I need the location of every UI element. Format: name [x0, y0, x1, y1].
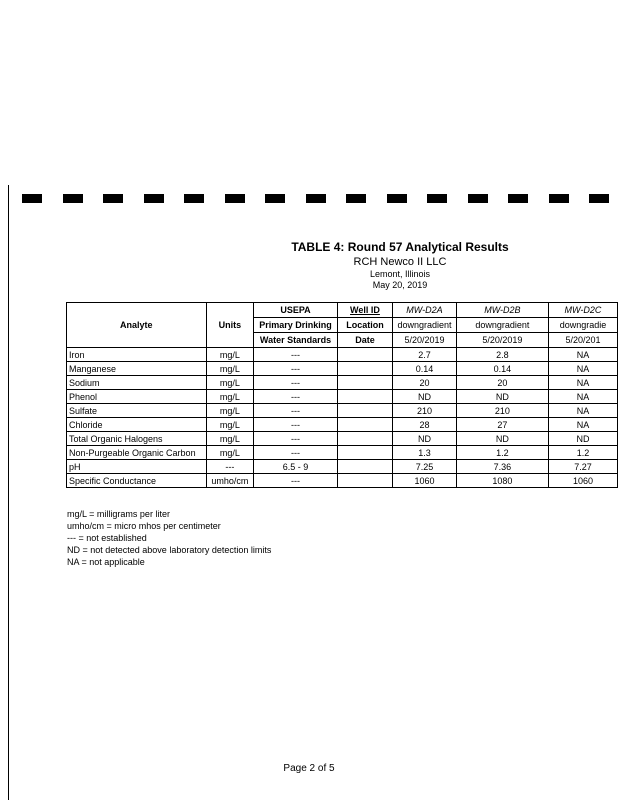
units-cell: umho/cm: [206, 474, 254, 488]
separator-dash: [22, 194, 42, 203]
well-date: 5/20/2019: [393, 333, 457, 348]
separator-dash: [225, 194, 245, 203]
analyte-cell: Phenol: [67, 390, 207, 404]
units-cell: mg/L: [206, 446, 254, 460]
well-id: MW-D2C: [548, 303, 617, 318]
value-cell: 210: [456, 404, 548, 418]
notes-legend: [67, 508, 271, 568]
standard-cell: ---: [254, 474, 338, 488]
standard-cell: ---: [254, 376, 338, 390]
table-title: TABLE 4: Round 57 Analytical Results: [291, 240, 509, 254]
separator-dash: [387, 194, 407, 203]
table-row: [67, 376, 618, 390]
analyte-cell: Specific Conductance: [67, 474, 207, 488]
value-cell: ND: [548, 432, 617, 446]
spacer-cell: [337, 348, 392, 362]
value-cell: 27: [456, 418, 548, 432]
header-analyte: Analyte: [67, 303, 207, 348]
header-well-id-label: Well ID: [337, 303, 392, 318]
value-cell: 1.3: [393, 446, 457, 460]
value-cell: ND: [393, 390, 457, 404]
separator-dash: [346, 194, 366, 203]
value-cell: NA: [548, 418, 617, 432]
table-row: [67, 348, 618, 362]
header-row-well-id: [67, 303, 618, 318]
value-cell: 0.14: [393, 362, 457, 376]
separator-dash: [427, 194, 447, 203]
analyte-cell: Sodium: [67, 376, 207, 390]
analyte-cell: Iron: [67, 348, 207, 362]
value-cell: 7.25: [393, 460, 457, 474]
standard-cell: 6.5 - 9: [254, 460, 338, 474]
table-row: [67, 404, 618, 418]
note-line: mg/L = milligrams per liter: [67, 509, 170, 519]
value-cell: NA: [548, 348, 617, 362]
value-cell: NA: [548, 362, 617, 376]
standard-cell: ---: [254, 432, 338, 446]
standard-cell: ---: [254, 404, 338, 418]
separator-dash: [63, 194, 83, 203]
results-table: [66, 302, 618, 488]
note-line: ND = not detected above laboratory detection limits: [67, 545, 272, 555]
value-cell: 20: [393, 376, 457, 390]
analyte-cell: Sulfate: [67, 404, 207, 418]
spacer-cell: [337, 474, 392, 488]
units-cell: mg/L: [206, 390, 254, 404]
value-cell: 1080: [456, 474, 548, 488]
units-cell: mg/L: [206, 362, 254, 376]
spacer-cell: [337, 432, 392, 446]
analyte-cell: pH: [67, 460, 207, 474]
separator-dash: [144, 194, 164, 203]
separator-dash: [468, 194, 488, 203]
spacer-cell: [337, 446, 392, 460]
dashed-separator: [22, 194, 618, 204]
analyte-cell: Chloride: [67, 418, 207, 432]
value-cell: 7.36: [456, 460, 548, 474]
standard-cell: ---: [254, 446, 338, 460]
header-date-label: Date: [337, 333, 392, 348]
table-row: [67, 418, 618, 432]
units-cell: mg/L: [206, 432, 254, 446]
value-cell: NA: [548, 404, 617, 418]
standard-cell: ---: [254, 362, 338, 376]
analyte-cell: Non-Purgeable Organic Carbon: [67, 446, 207, 460]
spacer-cell: [337, 376, 392, 390]
separator-dash: [265, 194, 285, 203]
header-units: Units: [206, 303, 254, 348]
table-row: [67, 362, 618, 376]
standard-cell: ---: [254, 418, 338, 432]
value-cell: 7.27: [548, 460, 617, 474]
analyte-cell: Total Organic Halogens: [67, 432, 207, 446]
spacer-cell: [337, 418, 392, 432]
value-cell: 20: [456, 376, 548, 390]
header-usepa-3: Water Standards: [254, 333, 338, 348]
header-location-label: Location: [337, 318, 392, 333]
units-cell: ---: [206, 460, 254, 474]
well-location: downgradient: [393, 318, 457, 333]
value-cell: 1.2: [548, 446, 617, 460]
units-cell: mg/L: [206, 376, 254, 390]
value-cell: ND: [456, 432, 548, 446]
units-cell: mg/L: [206, 418, 254, 432]
units-cell: mg/L: [206, 404, 254, 418]
value-cell: NA: [548, 390, 617, 404]
header-usepa-2: Primary Drinking: [254, 318, 338, 333]
value-cell: 1.2: [456, 446, 548, 460]
note-line: NA = not applicable: [67, 557, 145, 567]
standard-cell: ---: [254, 390, 338, 404]
well-location: downgradie: [548, 318, 617, 333]
note-line: umho/cm = micro mhos per centimeter: [67, 521, 221, 531]
well-id: MW-D2A: [393, 303, 457, 318]
spacer-cell: [337, 362, 392, 376]
header-usepa-1: USEPA: [254, 303, 338, 318]
units-cell: mg/L: [206, 348, 254, 362]
well-location: downgradient: [456, 318, 548, 333]
analyte-cell: Manganese: [67, 362, 207, 376]
value-cell: 2.8: [456, 348, 548, 362]
report-date: May 20, 2019: [372, 280, 428, 290]
page-number: Page 2 of 5: [283, 763, 335, 774]
value-cell: 0.14: [456, 362, 548, 376]
well-date: 5/20/2019: [456, 333, 548, 348]
spacer-cell: [337, 404, 392, 418]
value-cell: ND: [456, 390, 548, 404]
table-row: [67, 474, 618, 488]
separator-dash: [508, 194, 528, 203]
value-cell: 2.7: [393, 348, 457, 362]
company-name: RCH Newco II LLC: [353, 256, 447, 268]
title-block: [250, 240, 550, 291]
table-row: [67, 432, 618, 446]
spacer-cell: [337, 390, 392, 404]
value-cell: 1060: [393, 474, 457, 488]
value-cell: NA: [548, 376, 617, 390]
separator-dash: [549, 194, 569, 203]
separator-dash: [184, 194, 204, 203]
table-row: [67, 390, 618, 404]
separator-dash: [103, 194, 123, 203]
separator-dash: [589, 194, 609, 203]
value-cell: 28: [393, 418, 457, 432]
value-cell: ND: [393, 432, 457, 446]
note-line: --- = not established: [67, 533, 147, 543]
well-id: MW-D2B: [456, 303, 548, 318]
value-cell: 1060: [548, 474, 617, 488]
well-date: 5/20/201: [548, 333, 617, 348]
table-row: [67, 446, 618, 460]
separator-dash: [306, 194, 326, 203]
standard-cell: ---: [254, 348, 338, 362]
site-location: Lemont, Illinois: [369, 269, 431, 279]
spacer-cell: [337, 460, 392, 474]
value-cell: 210: [393, 404, 457, 418]
page-left-edge-line: [8, 185, 9, 800]
table-row: [67, 460, 618, 474]
